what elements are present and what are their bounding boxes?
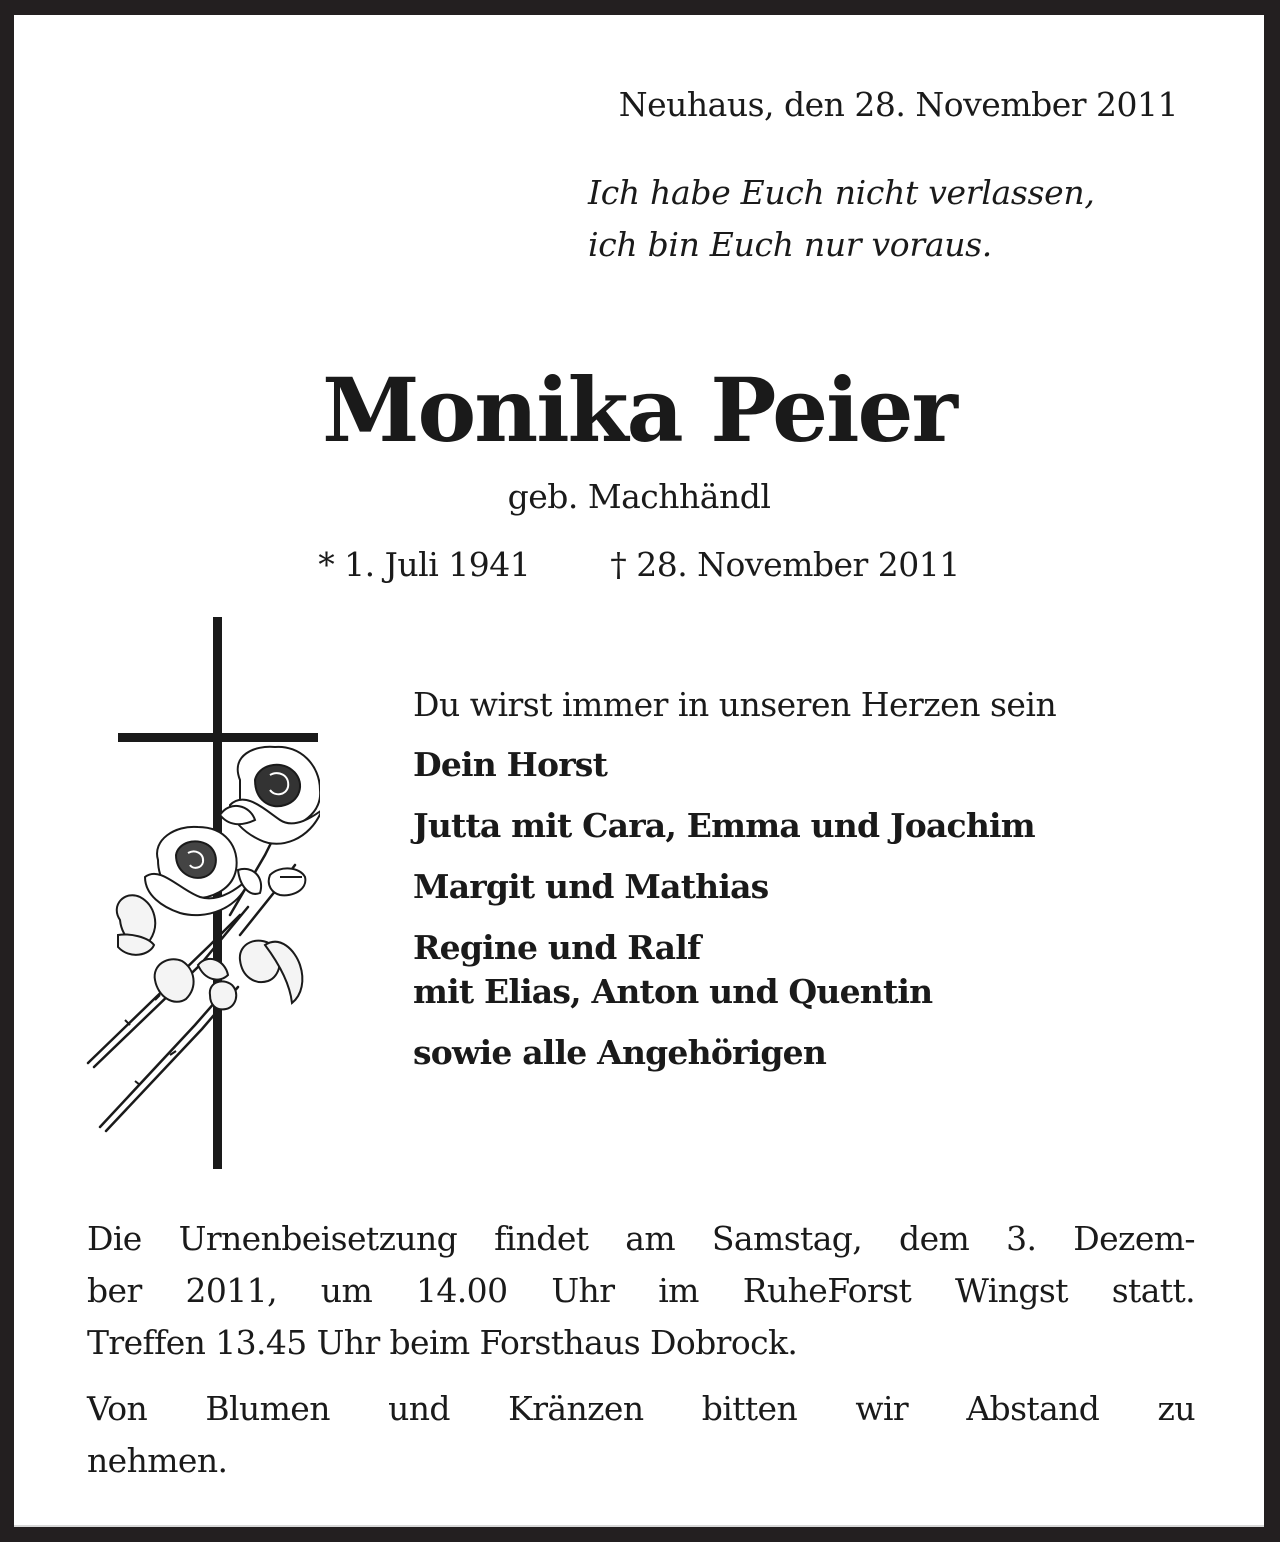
mourner-line: Dein Horst: [413, 745, 608, 784]
funeral-info: [87, 1213, 1195, 1501]
text-line: nehmen.: [87, 1441, 228, 1480]
mourner-line: sowie alle Angehörigen: [413, 1033, 827, 1072]
motto-quote: [588, 167, 1095, 271]
text-line: Von Blumen und Kränzen bitten wir Abstand zu: [87, 1389, 1195, 1428]
funeral-details-paragraph: [87, 1213, 1195, 1369]
maiden-name: geb. Machhändl: [507, 477, 771, 516]
mourner-line: Jutta mit Cara, Emma und Joachim: [413, 806, 1035, 845]
flowers-request-paragraph: [87, 1383, 1195, 1487]
cross-with-roses-icon: [80, 615, 320, 1175]
motto-line: Ich habe Euch nicht verlassen,: [588, 173, 1095, 212]
text-line: ber 2011, um 14.00 Uhr im RuheForst Wingst statt.: [87, 1271, 1195, 1310]
deceased-name: Monika Peier: [322, 358, 956, 462]
text-line: Die Urnenbeisetzung findet am Samstag, dem 3. Dezem-: [87, 1219, 1195, 1258]
mourner-line: Margit und Mathias: [413, 867, 769, 906]
life-dates: [14, 545, 1264, 584]
place-and-date: Neuhaus, den 28. November 2011: [618, 85, 1178, 124]
mourner-line: Regine und Ralf: [413, 928, 701, 967]
obituary-page: [14, 15, 1264, 1527]
mourners-block: [413, 683, 1056, 1092]
mourner-line: mit Elias, Anton und Quentin: [413, 972, 933, 1011]
motto-line: ich bin Euch nur voraus.: [588, 225, 992, 264]
mourners-intro: Du wirst immer in unseren Herzen sein: [413, 685, 1057, 724]
text-line: Treffen 13.45 Uhr beim Forsthaus Dobrock.: [87, 1323, 798, 1362]
death-date: † 28. November 2011: [610, 545, 960, 584]
birth-date: * 1. Juli 1941: [318, 545, 531, 584]
